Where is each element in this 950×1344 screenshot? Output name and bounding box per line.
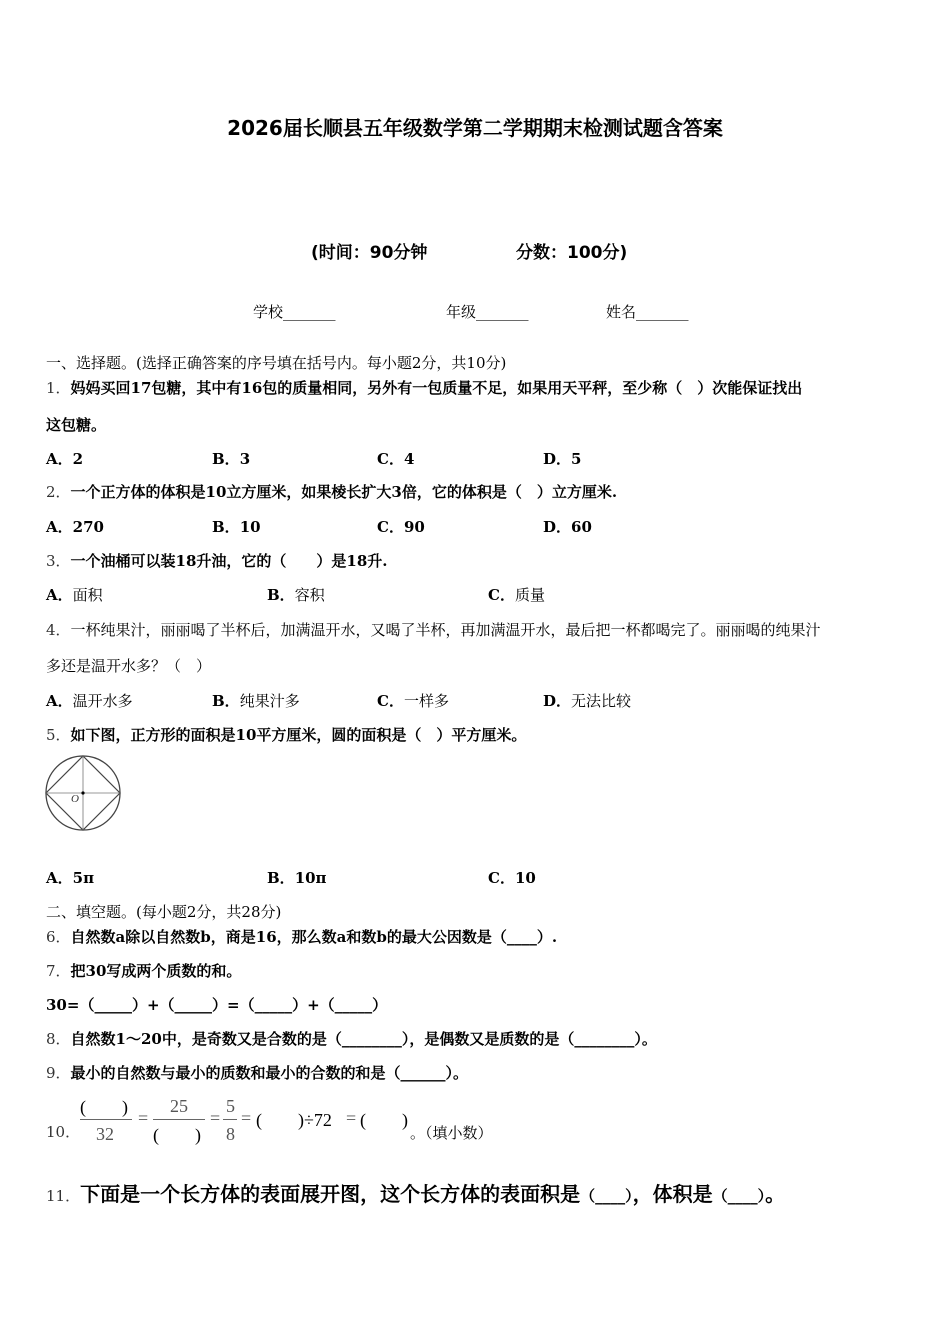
question-8: 8．自然数1～20中，是奇数又是合数的是（________），是偶数又是质数的是（________）。 [46, 1030, 657, 1048]
division-expression: ( )÷72 [256, 1110, 332, 1130]
q4-option-a: A．温开水多 [46, 692, 133, 710]
fraction2-numerator: 25 [170, 1096, 188, 1116]
q2-option-a: A．270 [46, 518, 104, 536]
q2-option-d: D．60 [543, 518, 592, 536]
question-9: 9．最小的自然数与最小的质数和最小的合数的和是（______）。 [46, 1064, 469, 1082]
q1-option-c: C．4 [377, 450, 415, 468]
question-text: 一个正方体的体积是10立方厘米，如果棱长扩大3倍，它的体积是（ ）立方厘米. [70, 483, 618, 501]
fraction3-numerator: 5 [226, 1096, 235, 1116]
q1-option-d: D．5 [543, 450, 582, 468]
question-7-equation: 30=（_____）+（_____）=（_____）+（_____） [46, 996, 388, 1014]
equals-sign: = [138, 1108, 149, 1128]
question-text: 妈妈买回17包糖，其中有16包的质量相同，另外有一包质量不足，如果用天平秤，至少称（ ）次能保证找出 [70, 379, 803, 397]
q3-option-b: B．容积 [267, 586, 325, 604]
q1-option-a: A．2 [46, 450, 84, 468]
fraction2-bar [153, 1119, 205, 1120]
q2-option-b: B．10 [212, 518, 261, 536]
school-field: 学校_______ [253, 303, 336, 321]
question-4-cont: 多还是温开水多？（ ） [46, 657, 212, 675]
q1-option-b: B．3 [212, 450, 251, 468]
exam-time: (时间：90分钟 [311, 243, 428, 263]
name-field: 姓名_______ [606, 303, 689, 321]
fraction1-numerator: ( ) [80, 1097, 128, 1117]
equals-sign: = [241, 1108, 252, 1128]
fill-decimal-hint: 。（填小数） [410, 1124, 493, 1142]
fraction2-denominator: ( ) [153, 1125, 201, 1145]
question-1 [46, 377, 802, 398]
section1-heading: 一、选择题。(选择正确答案的序号填在括号内。每小题2分，共10分) [46, 354, 507, 372]
center-label: O [71, 793, 79, 805]
circle-square-figure [44, 753, 124, 833]
fraction3-bar [223, 1119, 237, 1120]
q5-option-c: C．10 [488, 869, 536, 887]
q2-option-c: C．90 [377, 518, 425, 536]
fraction1-denominator: 32 [96, 1124, 114, 1144]
question-4 [46, 619, 821, 640]
question-6: 6．自然数a除以自然数b，商是16，那么数a和数b的最大公因数是（____）. [46, 928, 558, 946]
q4-option-c: C．一样多 [377, 692, 449, 710]
question-number: 2． [46, 483, 71, 501]
decimal-blank: ( ) [360, 1110, 408, 1130]
exam-score: 分数：100分) [516, 243, 628, 263]
fraction3-denominator: 8 [226, 1124, 235, 1144]
question-text: 如下图，正方形的面积是10平方厘米，圆的面积是（ ）平方厘米。 [70, 726, 527, 744]
fraction1-bar [80, 1119, 132, 1120]
question-text: 一个油桶可以装18升油，它的（ ）是18升. [70, 552, 388, 570]
q3-option-c: C．质量 [488, 586, 545, 604]
question-text: 一杯纯果汁，丽丽喝了半杯后，加满温开水，又喝了半杯，再加满温开水，最后把一杯都喝完了。丽丽喝的纯果汁 [70, 621, 821, 639]
question-10-number: 10． [46, 1123, 81, 1141]
question-number: 5． [46, 726, 71, 744]
q4-option-d: D．无法比较 [543, 692, 632, 710]
page-title: 2026届长顺县五年级数学第二学期期末检测试题含答案 [227, 116, 723, 140]
q4-option-b: B．纯果汁多 [212, 692, 300, 710]
q5-option-a: A．5π [46, 869, 95, 887]
question-3 [46, 550, 388, 571]
q3-option-a: A．面积 [46, 586, 103, 604]
section2-heading: 二、填空题。(每小题2分，共28分) [46, 903, 282, 921]
equals-sign: = [210, 1108, 221, 1128]
question-number: 1． [46, 379, 71, 397]
q5-option-b: B．10π [267, 869, 327, 887]
question-11: 11．下面是一个长方体的表面展开图，这个长方体的表面积是（____），体积是（____）。 [46, 1182, 786, 1206]
equals-sign: = [346, 1108, 357, 1128]
question-5 [46, 724, 526, 745]
question-1-cont: 这包糖。 [46, 416, 107, 434]
question-2 [46, 481, 617, 502]
question-number: 3． [46, 552, 71, 570]
question-number: 4． [46, 621, 71, 639]
center-point [81, 791, 84, 794]
grade-field: 年级_______ [446, 303, 529, 321]
question-7: 7．把30写成两个质数的和。 [46, 962, 242, 980]
